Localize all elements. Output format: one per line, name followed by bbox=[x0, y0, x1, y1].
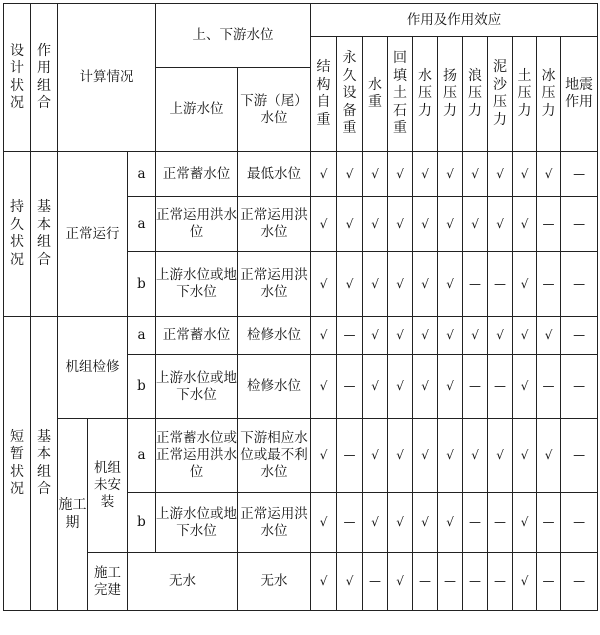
case-construction-period: 施工期 bbox=[58, 419, 88, 611]
row-4-mark-8: √ bbox=[513, 355, 537, 419]
row-5-mark-10: — bbox=[561, 419, 598, 493]
row-5-mark-3: √ bbox=[388, 419, 413, 493]
row-3-mark-8: √ bbox=[513, 317, 537, 355]
row-5-mark-9: √ bbox=[537, 419, 561, 493]
row-5-mark-2: √ bbox=[363, 419, 388, 493]
row-0-down: 最低水位 bbox=[238, 152, 311, 197]
row-5-mark-8: √ bbox=[513, 419, 537, 493]
row-7-up: 无水 bbox=[128, 553, 238, 611]
row-7-mark-2: — bbox=[363, 553, 388, 611]
row-1-up: 正常运用洪水位 bbox=[156, 197, 238, 252]
header-action-3: 回填土石重 bbox=[388, 37, 413, 152]
row-6-mark-2: √ bbox=[363, 493, 388, 553]
row-5-mark-4: √ bbox=[413, 419, 438, 493]
row-6-sub: b bbox=[128, 493, 156, 553]
header-actions: 作用及作用效应 bbox=[311, 4, 598, 37]
header-action-1: 永久设备重 bbox=[337, 37, 363, 152]
header-action-9: 冰压力 bbox=[537, 37, 561, 152]
row-4-mark-4: √ bbox=[413, 355, 438, 419]
row-7-mark-4: — bbox=[413, 553, 438, 611]
row-2-down: 正常运用洪水位 bbox=[238, 252, 311, 317]
row-2-up: 上游水位或地下水位 bbox=[156, 252, 238, 317]
row-6-mark-10: — bbox=[561, 493, 598, 553]
row-7-down: 无水 bbox=[238, 553, 311, 611]
row-1-mark-8: √ bbox=[513, 197, 537, 252]
row-5-up: 正常蓄水位或正常运用洪水位 bbox=[156, 419, 238, 493]
row-0-mark-8: √ bbox=[513, 152, 537, 197]
row-2-sub: b bbox=[128, 252, 156, 317]
row-3-mark-9: √ bbox=[537, 317, 561, 355]
row-6-mark-3: √ bbox=[388, 493, 413, 553]
row-2-mark-2: √ bbox=[363, 252, 388, 317]
case-normal-operation: 正常运行 bbox=[58, 152, 128, 317]
row-4-mark-9: — bbox=[537, 355, 561, 419]
row-5-mark-5: √ bbox=[438, 419, 463, 493]
row-0-mark-7: √ bbox=[488, 152, 513, 197]
row-4-mark-1: — bbox=[337, 355, 363, 419]
row-5-mark-6: √ bbox=[463, 419, 488, 493]
row-5-mark-1: — bbox=[337, 419, 363, 493]
row-1-mark-6: √ bbox=[463, 197, 488, 252]
row-1-mark-9: — bbox=[537, 197, 561, 252]
row-6-mark-5: √ bbox=[438, 493, 463, 553]
case-construction-completed: 施工完建 bbox=[88, 553, 128, 611]
row-4-mark-0: √ bbox=[311, 355, 337, 419]
row-6-mark-1: — bbox=[337, 493, 363, 553]
case-unit-not-installed: 机组未安装 bbox=[88, 419, 128, 553]
row-7-mark-5: — bbox=[438, 553, 463, 611]
row-1-mark-10: — bbox=[561, 197, 598, 252]
row-2-mark-4: √ bbox=[413, 252, 438, 317]
row-6-mark-9: — bbox=[537, 493, 561, 553]
row-3-mark-6: √ bbox=[463, 317, 488, 355]
header-action-6: 浪压力 bbox=[463, 37, 488, 152]
row-0-mark-9: √ bbox=[537, 152, 561, 197]
row-5-sub: a bbox=[128, 419, 156, 493]
row-7-mark-9: — bbox=[537, 553, 561, 611]
row-3-mark-1: — bbox=[337, 317, 363, 355]
header-action-0: 结构自重 bbox=[311, 37, 337, 152]
header-action-7: 泥沙压力 bbox=[488, 37, 513, 152]
row-7-mark-1: √ bbox=[337, 553, 363, 611]
row-2-mark-9: — bbox=[537, 252, 561, 317]
header-action-8: 土压力 bbox=[513, 37, 537, 152]
row-1-mark-4: √ bbox=[413, 197, 438, 252]
row-3-down: 检修水位 bbox=[238, 317, 311, 355]
row-4-mark-5: √ bbox=[438, 355, 463, 419]
row-6-mark-6: — bbox=[463, 493, 488, 553]
row-0-mark-5: √ bbox=[438, 152, 463, 197]
row-2-mark-5: √ bbox=[438, 252, 463, 317]
row-3-up: 正常蓄水位 bbox=[156, 317, 238, 355]
row-5-mark-0: √ bbox=[311, 419, 337, 493]
row-4-mark-6: — bbox=[463, 355, 488, 419]
header-calc-case: 计算情况 bbox=[58, 4, 156, 152]
row-2-mark-3: √ bbox=[388, 252, 413, 317]
row-0-mark-3: √ bbox=[388, 152, 413, 197]
row-4-down: 检修水位 bbox=[238, 355, 311, 419]
header-water-level: 上、下游水位 bbox=[156, 4, 311, 68]
header-upstream: 上游水位 bbox=[156, 68, 238, 152]
row-1-mark-7: √ bbox=[488, 197, 513, 252]
row-1-down: 正常运用洪水位 bbox=[238, 197, 311, 252]
row-0-mark-10: — bbox=[561, 152, 598, 197]
row-5-mark-7: √ bbox=[488, 419, 513, 493]
row-7-mark-10: — bbox=[561, 553, 598, 611]
row-2-mark-6: — bbox=[463, 252, 488, 317]
row-4-mark-10: — bbox=[561, 355, 598, 419]
header-action-2: 水重 bbox=[363, 37, 388, 152]
row-3-mark-7: √ bbox=[488, 317, 513, 355]
row-0-sub: a bbox=[128, 152, 156, 197]
row-6-mark-7: — bbox=[488, 493, 513, 553]
case-unit-maintenance: 机组检修 bbox=[58, 317, 128, 419]
row-3-mark-3: √ bbox=[388, 317, 413, 355]
row-0-mark-6: √ bbox=[463, 152, 488, 197]
row-7-mark-6: — bbox=[463, 553, 488, 611]
header-action-10: 地震作用 bbox=[561, 37, 598, 152]
row-1-mark-0: √ bbox=[311, 197, 337, 252]
header-action-combination: 作用组合 bbox=[31, 4, 58, 152]
row-3-mark-2: √ bbox=[363, 317, 388, 355]
row-7-mark-8: √ bbox=[513, 553, 537, 611]
row-6-mark-8: √ bbox=[513, 493, 537, 553]
row-1-sub: a bbox=[128, 197, 156, 252]
row-4-up: 上游水位或地下水位 bbox=[156, 355, 238, 419]
row-6-mark-0: √ bbox=[311, 493, 337, 553]
header-downstream: 下游（尾）水位 bbox=[238, 68, 311, 152]
header-action-5: 扬压力 bbox=[438, 37, 463, 152]
row-4-sub: b bbox=[128, 355, 156, 419]
row-0-up: 正常蓄水位 bbox=[156, 152, 238, 197]
row-2-mark-1: √ bbox=[337, 252, 363, 317]
row-5-down: 下游相应水位或最不利水位 bbox=[238, 419, 311, 493]
row-3-mark-10: — bbox=[561, 317, 598, 355]
row-7-mark-0: √ bbox=[311, 553, 337, 611]
load-combination-table bbox=[3, 3, 598, 611]
row-3-mark-0: √ bbox=[311, 317, 337, 355]
group-persistent: 持久状况 bbox=[4, 152, 31, 317]
row-4-mark-7: — bbox=[488, 355, 513, 419]
row-6-down: 正常运用洪水位 bbox=[238, 493, 311, 553]
row-0-mark-0: √ bbox=[311, 152, 337, 197]
row-6-up: 上游水位或地下水位 bbox=[156, 493, 238, 553]
row-7-mark-7: — bbox=[488, 553, 513, 611]
row-6-mark-4: √ bbox=[413, 493, 438, 553]
row-0-mark-1: √ bbox=[337, 152, 363, 197]
group-basic-1: 基本组合 bbox=[31, 152, 58, 317]
row-3-sub: a bbox=[128, 317, 156, 355]
row-2-mark-7: — bbox=[488, 252, 513, 317]
row-3-mark-5: √ bbox=[438, 317, 463, 355]
row-2-mark-0: √ bbox=[311, 252, 337, 317]
header-action-4: 水压力 bbox=[413, 37, 438, 152]
row-3-mark-4: √ bbox=[413, 317, 438, 355]
row-1-mark-5: √ bbox=[438, 197, 463, 252]
row-1-mark-2: √ bbox=[363, 197, 388, 252]
group-basic-2: 基本组合 bbox=[31, 317, 58, 611]
header-design-status: 设计状况 bbox=[4, 4, 31, 152]
group-transient: 短暂状况 bbox=[4, 317, 31, 611]
row-2-mark-10: — bbox=[561, 252, 598, 317]
row-0-mark-2: √ bbox=[363, 152, 388, 197]
row-0-mark-4: √ bbox=[413, 152, 438, 197]
row-4-mark-3: √ bbox=[388, 355, 413, 419]
row-1-mark-3: √ bbox=[388, 197, 413, 252]
row-4-mark-2: √ bbox=[363, 355, 388, 419]
row-1-mark-1: √ bbox=[337, 197, 363, 252]
row-2-mark-8: √ bbox=[513, 252, 537, 317]
row-7-mark-3: √ bbox=[388, 553, 413, 611]
